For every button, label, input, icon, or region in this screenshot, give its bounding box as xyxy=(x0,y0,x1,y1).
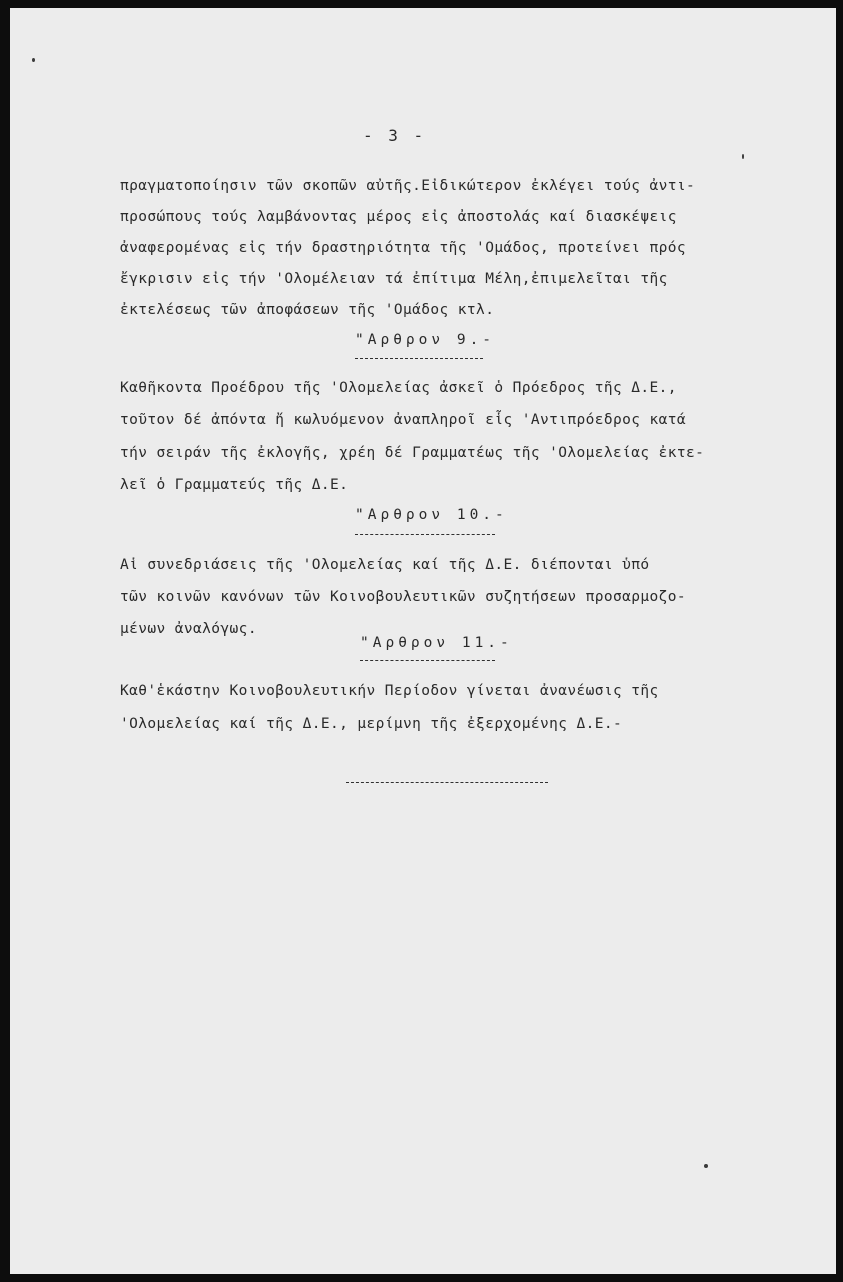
page-number: - 3 - xyxy=(363,126,427,145)
ink-speck xyxy=(32,58,35,62)
paragraph-1-line-2: προσώπους τούς λαμβάνοντας μέρος εἰς ἀποστολάς καί διασκέψεις xyxy=(120,209,677,225)
article-10-heading: "Αρθρον 10.- xyxy=(355,507,508,523)
article-11-heading: "Αρθρον 11.- xyxy=(360,635,513,651)
article-9-line-4: λεῖ ὁ Γραμματεύς τῆς Δ.Ε. xyxy=(120,477,349,493)
article-9-heading: "Αρθρον 9.- xyxy=(355,332,496,348)
document-page xyxy=(10,8,836,1274)
article-10-underline xyxy=(355,534,495,535)
closing-rule xyxy=(346,782,548,783)
ink-speck xyxy=(742,154,744,159)
article-9-line-1: Καθῆκοντα Προέδρου τῆς 'Ολομελείας ἀσκεῖ ὁ Πρόεδρος τῆς Δ.Ε., xyxy=(120,380,677,396)
article-10-line-3: μένων ἀναλόγως. xyxy=(120,621,257,637)
article-11-underline xyxy=(360,660,495,661)
paragraph-1-line-1: πραγματοποίησιν τῶν σκοπῶν αὐτῆς.Εἰδικώτερον ἐκλέγει τούς ἀντι- xyxy=(120,178,696,194)
paragraph-1-line-3: ἀναφερομένας εἰς τήν δραστηριότητα τῆς 'Ομάδος, προτείνει πρός xyxy=(120,240,687,256)
article-11-line-1: Καθ'ἑκάστην Κοινοβουλευτικήν Περίοδον γίνεται ἀνανέωσις τῆς xyxy=(120,683,659,699)
article-10-line-2: τῶν κοινῶν κανόνων τῶν Κοινοβουλευτικῶν συζητήσεων προσαρμοζο- xyxy=(120,589,687,605)
paragraph-1-line-4: ἔγκρισιν εἰς τήν 'Ολομέλειαν τά ἐπίτιμα Μέλη,ἐπιμελεῖται τῆς xyxy=(120,271,668,287)
article-9-underline xyxy=(355,358,483,359)
article-9-line-2: τοῦτον δέ ἀπόντα ἤ κωλυόμενον ἀναπληροῖ εἷς 'Αντιπρόεδρος κατά xyxy=(120,412,687,428)
article-11-line-2: 'Ολομελείας καί τῆς Δ.Ε., μερίμνη τῆς ἐξερχομένης Δ.Ε.- xyxy=(120,716,623,732)
paragraph-1-line-5: ἐκτελέσεως τῶν ἀποφάσεων τῆς 'Ομάδος κτλ. xyxy=(120,302,495,318)
ink-speck xyxy=(704,1164,708,1168)
article-10-line-1: Αἱ συνεδριάσεις τῆς 'Ολομελείας καί τῆς Δ.Ε. διέπονται ὑπό xyxy=(120,557,650,573)
article-9-line-3: τήν σειράν τῆς ἐκλογῆς, χρέη δέ Γραμματέως τῆς 'Ολομελείας ἐκτε- xyxy=(120,445,705,461)
